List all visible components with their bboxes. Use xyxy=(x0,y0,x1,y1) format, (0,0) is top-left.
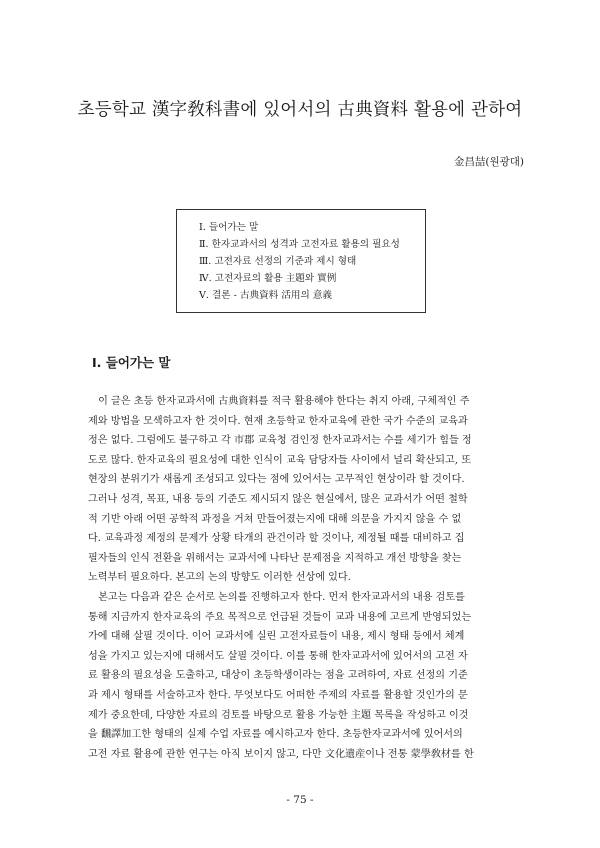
text-line: 현장의 분위기가 새롭게 조성되고 있다는 점에 있어서는 고무적인 현상이라 할 것이다. xyxy=(88,474,465,486)
toc-item-2: Ⅱ. 한자교과서의 성격과 고전자료 활용의 필요성 xyxy=(199,239,400,250)
text-line: 적 기반 아래 어떤 공학적 과정을 거쳐 만들어졌는지에 대해 의문을 가지지 않을 수 없 xyxy=(88,513,462,525)
toc-item-5: Ⅴ. 결론 - 古典資料 活用의 意義 xyxy=(199,290,333,301)
body-text xyxy=(88,392,512,764)
text-line: 가에 대해 살필 것이다. 이어 교과서에 실린 고전자료들이 내용, 제시 형태 등에서 체계 xyxy=(88,631,465,643)
paragraph-2 xyxy=(88,588,512,764)
toc-item-3: Ⅲ. 고전자료 선정의 기준과 제시 형태 xyxy=(199,256,357,267)
text-line: 제가 중요한데, 다양한 자료의 검토를 바탕으로 활용 가능한 主題 목록을 작성하고 이것 xyxy=(88,709,469,721)
text-line: 통해 지금까지 한자교육의 주요 목적으로 언급된 것들이 교과 내용에 고르게 반영되었는 xyxy=(88,611,472,623)
page-number: - 75 - xyxy=(286,794,314,806)
text-line: 노력부터 필요하다. 본고의 논의 방향도 이러한 선상에 있다. xyxy=(88,572,351,584)
text-line: 제와 방법을 모색하고자 한 것이다. 현재 초등학교 한자교육에 관한 국가 수준의 교육과 xyxy=(88,415,468,427)
text-line: 정은 없다. 그럼에도 불구하고 각 市郡 교육청 검인정 한자교과서는 수를 세기가 힘들 정 xyxy=(88,435,472,447)
text-line: 과 제시 형태를 서술하고자 한다. 무엇보다도 어떠한 주제의 자료를 활용할 것인가의 문 xyxy=(88,689,468,701)
paper-title: 초등학교 漢字敎科書에 있어서의 古典資料 활용에 관하여 xyxy=(77,100,523,120)
text-line: 다. 교육과정 제정의 문제가 상황 타개의 관건이라 할 것이나, 제정될 때를 대비하고 집 xyxy=(88,533,465,545)
text-line: 이 글은 초등 한자교과서에 古典資料를 적극 활용해야 한다는 취지 아래, 구체적인 주 xyxy=(88,396,470,407)
text-line: 도로 많다. 한자교육의 필요성에 대한 인식이 교육 담당자들 사이에서 널리 확산되고, 또 xyxy=(88,454,471,466)
text-line: 료 활용의 필요성을 도출하고, 대상이 초등학생이라는 점을 고려하여, 자료 선정의 기준 xyxy=(88,670,468,682)
text-line: 필자들의 인식 전환을 위해서는 교과서에 나타난 문제점을 지적하고 개선 방향을 찾는 xyxy=(88,552,462,564)
table-of-contents-box xyxy=(176,209,426,313)
toc-item-1: Ⅰ. 들어가는 말 xyxy=(199,222,259,233)
text-line: 성을 가지고 있는지에 대해서도 살필 것이다. 이를 통해 한자교과서에 있어서의 고전 자 xyxy=(88,650,468,662)
section-heading: Ⅰ. 들어가는 말 xyxy=(92,355,171,370)
text-line: 고전 자료 활용에 관한 연구는 아직 보이지 않고, 다만 文化遺産이나 전통 蒙學敎材를 한 xyxy=(88,748,474,760)
author-affiliation: 金昌喆(원광대) xyxy=(453,156,524,168)
toc-item-4: Ⅳ. 고전자료의 활용 主題와 實例 xyxy=(199,273,337,284)
text-line: 그러나 성격, 목표, 내용 등의 기준도 제시되지 않은 현실에서, 많은 교과서가 어떤 철학 xyxy=(88,493,468,505)
text-line: 을 飜譯加工한 형태의 실제 수업 자료를 예시하고자 한다. 초등한자교과서에 있어서의 xyxy=(88,729,463,741)
text-line: 본고는 다음과 같은 순서로 논의를 진행하고자 한다. 먼저 한자교과서의 내용 검토를 xyxy=(88,591,465,603)
paragraph-1 xyxy=(88,392,512,588)
